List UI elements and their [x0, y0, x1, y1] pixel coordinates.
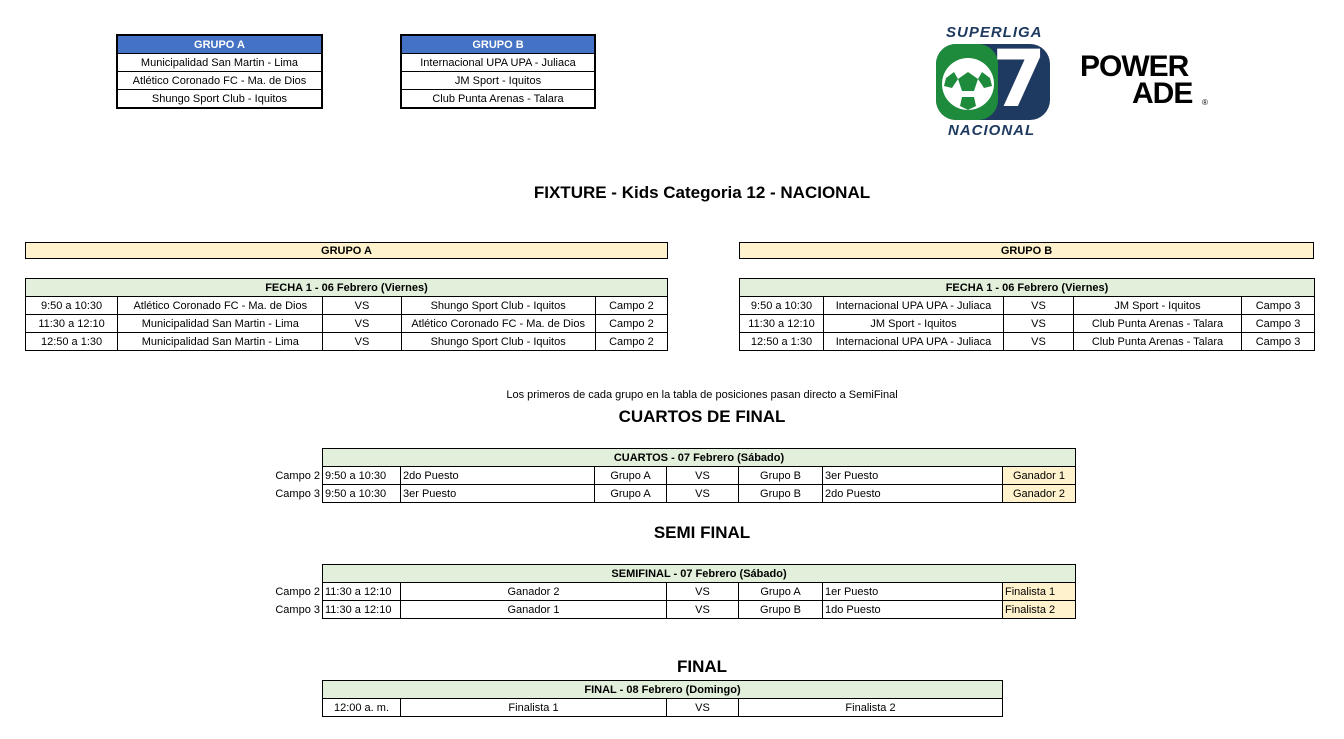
match-field: Campo 3 [1242, 333, 1315, 351]
team-name: JM Sport - Iquitos [401, 72, 595, 90]
away-team: JM Sport - Iquitos [1074, 297, 1242, 315]
superliga-logo [930, 24, 1060, 142]
away-team: Club Punta Arenas - Talara [1074, 333, 1242, 351]
semis-table [322, 564, 1076, 619]
away-team: Club Punta Arenas - Talara [1074, 315, 1242, 333]
group-2: Grupo B [739, 467, 823, 485]
group-1: Grupo A [595, 485, 667, 503]
quarters-header: CUARTOS - 07 Febrero (Sábado) [323, 449, 1076, 467]
match-time: 12:50 a 1:30 [740, 333, 824, 351]
table-row [323, 699, 1003, 717]
match-time: 12:00 a. m. [323, 699, 401, 717]
vs-label: VS [667, 485, 739, 503]
quarters-field-label: Campo 3 [275, 488, 320, 500]
home-team: Municipalidad San Martin - Lima [118, 333, 323, 351]
match-field: Campo 2 [595, 315, 667, 333]
vs-label: VS [323, 315, 401, 333]
home-team: Internacional UPA UPA - Juliaca [824, 297, 1004, 315]
away-team: Shungo Sport Club - Iquitos [401, 333, 595, 351]
quarters-field-label: Campo 2 [275, 470, 320, 482]
table-row [740, 297, 1315, 315]
semis-field-label: Campo 2 [275, 586, 320, 598]
table-row [323, 467, 1076, 485]
match-field: Campo 2 [595, 333, 667, 351]
match-result: Finalista 1 [1003, 583, 1076, 601]
table-row [740, 333, 1315, 351]
match-time: 9:50 a 10:30 [26, 297, 118, 315]
vs-label: VS [1004, 297, 1074, 315]
group-a-team-list [116, 34, 323, 109]
final-title: FINAL [676, 657, 728, 676]
quarters-title: CUARTOS DE FINAL [618, 407, 786, 426]
match-result: Ganador 2 [1003, 485, 1076, 503]
group-2: Grupo A [739, 583, 823, 601]
team-2: Finalista 2 [739, 699, 1003, 717]
group-b-team-list [400, 34, 596, 109]
group-2: Grupo B [739, 485, 823, 503]
advancement-note: Los primeros de cada grupo en la tabla de posiciones pasan directo a SemiFinal [506, 389, 898, 401]
table-row [26, 333, 668, 351]
group-1: Grupo A [595, 467, 667, 485]
table-row [26, 315, 668, 333]
table-row [323, 583, 1076, 601]
vs-label: VS [323, 297, 401, 315]
match-field: Campo 3 [1242, 315, 1315, 333]
team-name: Internacional UPA UPA - Juliaca [401, 54, 595, 72]
group-a-fixture-table [25, 278, 668, 351]
vs-label: VS [1004, 315, 1074, 333]
superliga-logo-top-text: SUPERLIGA [946, 24, 1043, 41]
table-row [740, 315, 1315, 333]
powerade-logo-line1: POWER [1080, 50, 1189, 83]
group-b-date: FECHA 1 - 06 Febrero (Viernes) [740, 279, 1315, 297]
match-time: 12:50 a 1:30 [26, 333, 118, 351]
team-name: Municipalidad San Martin - Lima [117, 54, 322, 72]
match-field: Campo 3 [1242, 297, 1315, 315]
position-2: 1do Puesto [823, 601, 1003, 619]
group-a-stage-header: GRUPO A [25, 242, 668, 259]
match-time: 11:30 a 12:10 [26, 315, 118, 333]
away-team: Atlético Coronado FC - Ma. de Dios [401, 315, 595, 333]
home-team: Internacional UPA UPA - Juliaca [824, 333, 1004, 351]
match-time: 9:50 a 10:30 [323, 467, 401, 485]
team-1: Finalista 1 [401, 699, 667, 717]
team-1: Ganador 1 [401, 601, 667, 619]
final-header: FINAL - 08 Febrero (Domingo) [323, 681, 1003, 699]
position-1: 3er Puesto [401, 485, 595, 503]
page-title: FIXTURE - Kids Categoria 12 - NACIONAL [533, 183, 871, 202]
home-team: JM Sport - Iquitos [824, 315, 1004, 333]
match-time: 11:30 a 12:10 [323, 601, 401, 619]
semis-title: SEMI FINAL [653, 523, 751, 542]
group-2: Grupo B [739, 601, 823, 619]
home-team: Municipalidad San Martin - Lima [118, 315, 323, 333]
team-1: Ganador 2 [401, 583, 667, 601]
away-team: Shungo Sport Club - Iquitos [401, 297, 595, 315]
team-name: Club Punta Arenas - Talara [401, 90, 595, 109]
vs-label: VS [1004, 333, 1074, 351]
table-row [323, 485, 1076, 503]
match-field: Campo 2 [595, 297, 667, 315]
match-result: Ganador 1 [1003, 467, 1076, 485]
position-1: 2do Puesto [401, 467, 595, 485]
powerade-logo-line2: ADE [1132, 77, 1193, 110]
team-name: Shungo Sport Club - Iquitos [117, 90, 322, 109]
group-a-date: FECHA 1 - 06 Febrero (Viernes) [26, 279, 668, 297]
vs-label: VS [667, 583, 739, 601]
vs-label: VS [667, 699, 739, 717]
vs-label: VS [667, 601, 739, 619]
match-result: Finalista 2 [1003, 601, 1076, 619]
powerade-trademark: ® [1202, 98, 1208, 107]
vs-label: VS [667, 467, 739, 485]
group-b-fixture-table [739, 278, 1315, 351]
superliga-logo-bottom-text: NACIONAL [948, 122, 1036, 139]
position-2: 2do Puesto [823, 485, 1003, 503]
vs-label: VS [323, 333, 401, 351]
team-name: Atlético Coronado FC - Ma. de Dios [117, 72, 322, 90]
semis-field-label: Campo 3 [275, 604, 320, 616]
home-team: Atlético Coronado FC - Ma. de Dios [118, 297, 323, 315]
semis-header: SEMIFINAL - 07 Febrero (Sábado) [323, 565, 1076, 583]
position-2: 1er Puesto [823, 583, 1003, 601]
position-2: 3er Puesto [823, 467, 1003, 485]
table-row [26, 297, 668, 315]
match-time: 9:50 a 10:30 [740, 297, 824, 315]
match-time: 11:30 a 12:10 [323, 583, 401, 601]
powerade-logo [1080, 52, 1210, 112]
quarters-table [322, 448, 1076, 503]
superliga-logo-number: 7 [992, 35, 1047, 125]
group-b-list-header: GRUPO B [401, 35, 595, 54]
table-row [323, 601, 1076, 619]
final-table [322, 680, 1003, 717]
match-time: 9:50 a 10:30 [323, 485, 401, 503]
match-time: 11:30 a 12:10 [740, 315, 824, 333]
group-b-stage-header: GRUPO B [739, 242, 1314, 259]
group-a-list-header: GRUPO A [117, 35, 322, 54]
